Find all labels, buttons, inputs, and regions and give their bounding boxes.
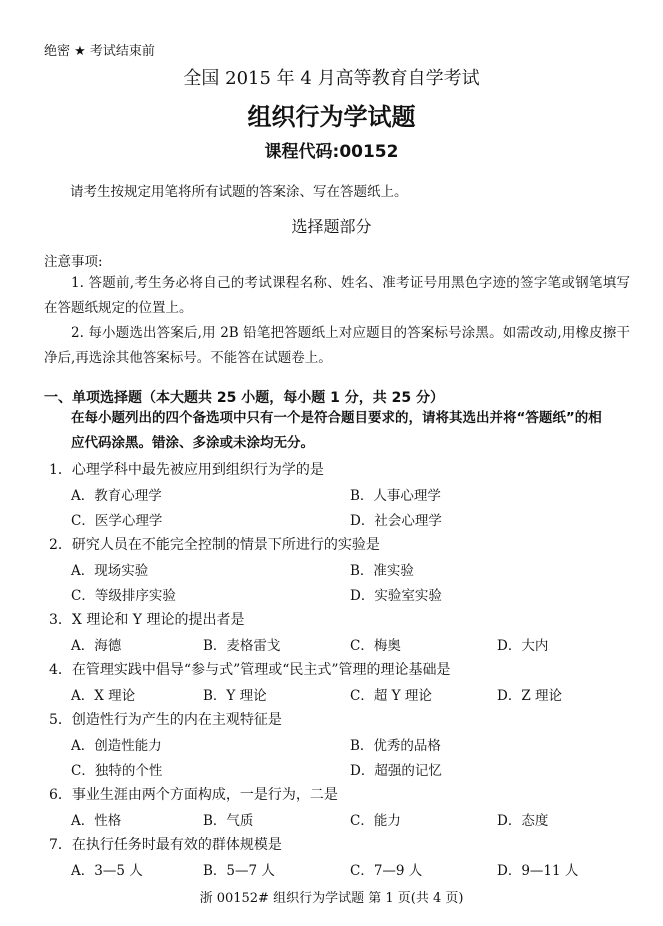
- question-text: 5．创造性行为产生的内在主观特征是: [49, 712, 282, 728]
- option-c: C．梅奥: [350, 638, 401, 654]
- section-heading: 一、单项选择题（本大题共 25 小题，每小题 1 分，共 25 分）: [44, 390, 444, 406]
- page-footer: 浙 00152# 组织行为学试题 第 1 页(共 4 页): [199, 891, 464, 906]
- option-row: [0, 809, 663, 834]
- subject-title: 组织行为学试题: [247, 103, 416, 131]
- option-c: C．医学心理学: [71, 513, 163, 529]
- option-a: A．教育心理学: [71, 488, 162, 504]
- option-b: B．气质: [203, 813, 254, 829]
- question: [0, 784, 663, 809]
- option-c: C．超 Y 理论: [350, 688, 432, 704]
- option-a: A．现场实验: [71, 563, 149, 579]
- option-d: D．超强的记忆: [350, 763, 442, 779]
- option-row: [0, 684, 663, 709]
- option-c: C．独特的个性: [71, 763, 163, 779]
- course-code: 课程代码:00152: [264, 142, 399, 162]
- option-a: A．海德: [71, 638, 122, 654]
- option-d: D．实验室实验: [350, 588, 442, 604]
- question-text: 1．心理学科中最先被应用到组织行为学的是: [49, 462, 324, 478]
- question-text: 7．在执行任务时最有效的群体规模是: [49, 837, 282, 853]
- option-row: [0, 509, 663, 534]
- option-b: B．优秀的品格: [350, 738, 441, 754]
- question-text: 4．在管理实践中倡导“参与式”管理或“民主式”管理的理论基础是: [49, 662, 451, 678]
- option-b: B．人事心理学: [350, 488, 441, 504]
- question-text: 6．事业生涯由两个方面构成，一是行为，二是: [49, 787, 338, 803]
- option-a: A．3—5 人: [71, 863, 143, 879]
- option-d: D．态度: [497, 813, 549, 829]
- option-c: C．7—9 人: [350, 863, 423, 879]
- question: [0, 709, 663, 734]
- section-description: 在每小题列出的四个备选项中只有一个是符合题目要求的，请将其选出并将“答题纸”的相应代码涂黑。错涂、多涂或未涂均无分。: [71, 410, 602, 451]
- question: [0, 834, 663, 859]
- question: [0, 459, 663, 484]
- option-row: [0, 734, 663, 759]
- confidential-label: 绝密 ★ 考试结束前: [44, 44, 155, 59]
- option-c: C．等级排序实验: [71, 588, 176, 604]
- option-row: [0, 559, 663, 584]
- option-row: [0, 634, 663, 659]
- option-c: C．能力: [350, 813, 401, 829]
- question: [0, 659, 663, 684]
- question: [0, 534, 663, 559]
- option-b: B．准实验: [350, 563, 414, 579]
- option-d: D．9—11 人: [497, 863, 579, 879]
- option-a: A．X 理论: [71, 688, 136, 704]
- option-b: B．麦格雷戈: [203, 638, 281, 654]
- question-text: 3．X 理论和 Y 理论的提出者是: [49, 612, 245, 628]
- option-row: [0, 484, 663, 509]
- notice-item: 2. 每小题选出答案后,用 2B 铅笔把答题纸上对应题目的答案标号涂黑。如需改动,用橡皮擦干净后,再选涂其他答案标号。不能答在试题卷上。: [44, 325, 630, 366]
- option-a: A．创造性能力: [71, 738, 162, 754]
- option-d: D．Z 理论: [497, 688, 562, 704]
- answer-instruction: 请考生按规定用笔将所有试题的答案涂、写在答题纸上。: [70, 184, 408, 200]
- question-text: 2．研究人员在不能完全控制的情景下所进行的实验是: [49, 537, 380, 553]
- exam-title: 全国 2015 年 4 月高等教育自学考试: [183, 68, 480, 89]
- notice-title: 注意事项:: [44, 254, 103, 270]
- option-row: [0, 859, 663, 884]
- part-title: 选择题部分: [291, 217, 372, 236]
- question: [0, 609, 663, 634]
- option-b: B．5—7 人: [203, 863, 275, 879]
- option-row: [0, 759, 663, 784]
- option-d: D．大内: [497, 638, 549, 654]
- notice-item: 1. 答题前,考生务必将自己的考试课程名称、姓名、准考证号用黑色字迹的签字笔或钢笔填写在答题纸规定的位置上。: [44, 275, 630, 316]
- option-b: B．Y 理论: [203, 688, 267, 704]
- option-a: A．性格: [71, 813, 122, 829]
- option-d: D．社会心理学: [350, 513, 442, 529]
- option-row: [0, 584, 663, 609]
